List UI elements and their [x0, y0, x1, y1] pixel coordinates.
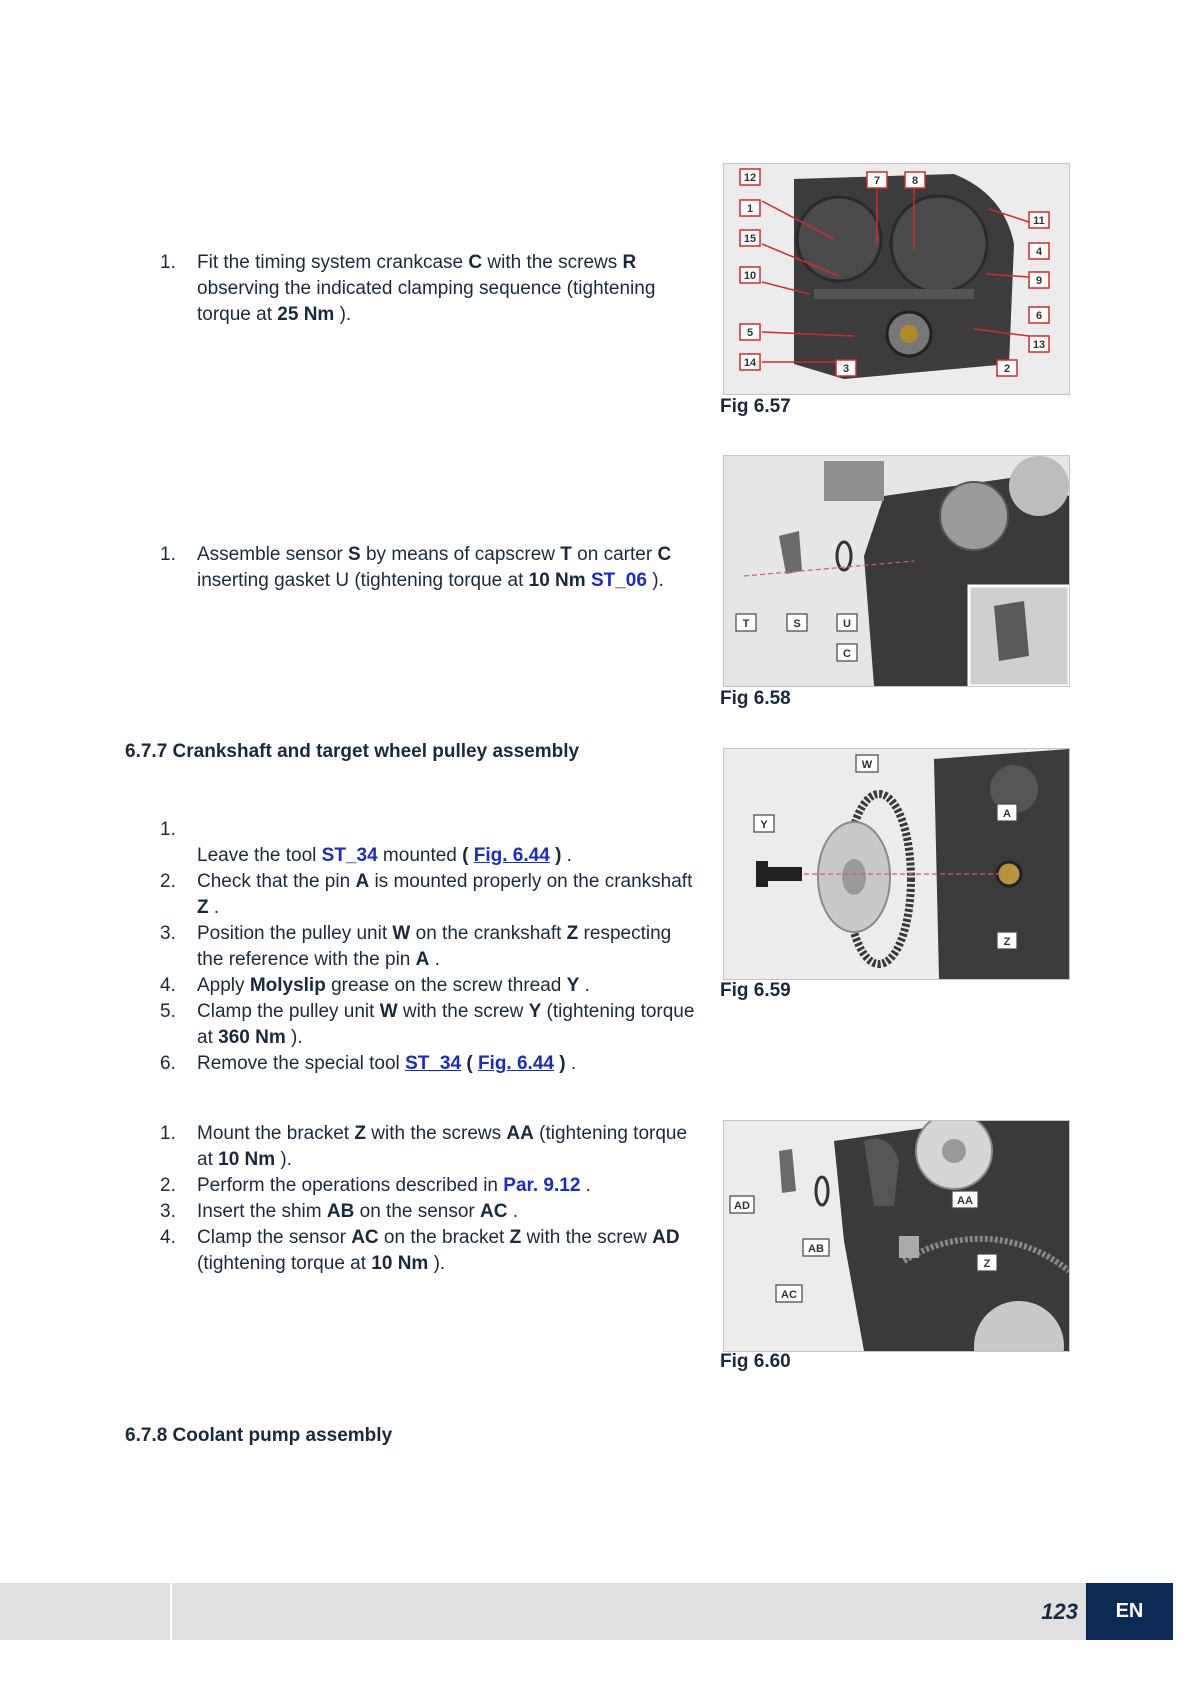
- figure-caption: Fig 6.59: [720, 980, 791, 1001]
- fig-label: [740, 169, 760, 185]
- fig-label: [740, 354, 760, 370]
- fig-label: [952, 1191, 978, 1208]
- fig-label: [736, 614, 756, 631]
- step-item: 5. Clamp the pulley unit W with the screw Y (tightening torque at 360 Nm ).: [160, 1001, 695, 1048]
- fig-label: [740, 230, 760, 246]
- svg-text:10: 10: [743, 270, 757, 282]
- st-34-link[interactable]: ST_34: [405, 1053, 462, 1074]
- svg-text:4: 4: [1035, 246, 1043, 258]
- svg-text:W: W: [861, 759, 873, 771]
- svg-text:14: 14: [743, 357, 757, 369]
- fig-label: [754, 815, 774, 832]
- section-heading: 6.7.8 Coolant pump assembly: [125, 1425, 393, 1446]
- fig-label: [867, 172, 887, 188]
- figure-6-58-image: [723, 455, 1070, 687]
- fig-6-44-link[interactable]: Fig. 6.44: [473, 845, 550, 866]
- fig-label: [997, 804, 1017, 821]
- fig-label: [740, 200, 760, 216]
- svg-text:AD: AD: [734, 1200, 750, 1212]
- figure-6-60-image: [723, 1120, 1070, 1352]
- fig-label: [730, 1196, 754, 1213]
- fig-label: [997, 360, 1017, 376]
- svg-text:C: C: [843, 648, 851, 660]
- svg-text:Z: Z: [1003, 936, 1011, 948]
- step-item: 3. Insert the shim AB on the sensor AC .: [160, 1201, 519, 1222]
- svg-text:S: S: [793, 618, 801, 630]
- fig-label: [740, 267, 760, 283]
- step-item: 4. Clamp the sensor AC on the bracket Z with the screw AD (tightening torque at 10 Nm ).: [160, 1227, 680, 1274]
- fig-label: [856, 755, 878, 772]
- svg-text:9: 9: [1035, 275, 1043, 287]
- svg-text:AC: AC: [781, 1289, 797, 1301]
- fig-label: [1029, 212, 1049, 228]
- footer-bar: [0, 1583, 1173, 1640]
- svg-text:15: 15: [743, 233, 757, 245]
- svg-text:11: 11: [1033, 215, 1045, 227]
- svg-text:8: 8: [911, 175, 919, 187]
- svg-text:3: 3: [842, 363, 850, 375]
- section2-steps: [160, 542, 700, 594]
- fig-label: [1029, 243, 1049, 259]
- section3-steps: [160, 817, 700, 1077]
- step-item: 1. Leave the tool ST_34 mounted ( Fig. 6.44 ) .: [160, 819, 572, 866]
- figure-caption: Fig 6.57: [720, 396, 791, 417]
- fig-6-44-link[interactable]: Fig. 6.44: [477, 1053, 554, 1074]
- figure-caption: Fig 6.60: [720, 1351, 791, 1372]
- fig-label: [740, 324, 760, 340]
- svg-text:6: 6: [1035, 310, 1043, 322]
- svg-text:AA: AA: [957, 1195, 973, 1207]
- step-item: 1. Mount the bracket Z with the screws AA (tightening torque at 10 Nm ).: [160, 1123, 688, 1170]
- svg-text:12: 12: [743, 172, 757, 184]
- page-number: 123: [1041, 1599, 1078, 1624]
- step-item: 3. Position the pulley unit W on the crankshaft Z respecting the reference with the pin A .: [160, 923, 672, 970]
- fig-label: [1029, 272, 1049, 288]
- fig-label: [836, 360, 856, 376]
- svg-text:AB: AB: [808, 1243, 824, 1255]
- section-heading: 6.7.7 Crankshaft and target wheel pulley assembly: [125, 741, 580, 762]
- fig-label: [1029, 307, 1049, 323]
- fig-label: [803, 1239, 829, 1256]
- fig-label: [776, 1285, 802, 1302]
- figure-6-59-image: [723, 748, 1070, 980]
- svg-text:Y: Y: [760, 819, 768, 831]
- fig-label: [905, 172, 925, 188]
- fig-label: [1029, 336, 1049, 352]
- fig-label: [997, 932, 1017, 949]
- fig-label: [977, 1254, 997, 1271]
- step-item: 6. Remove the special tool ST_34 ( Fig. 6.44 ) .: [160, 1053, 577, 1074]
- fig-label: [837, 644, 857, 661]
- svg-text:5: 5: [746, 327, 754, 339]
- section1-steps: [160, 250, 700, 328]
- svg-text:7: 7: [873, 175, 881, 187]
- svg-text:2: 2: [1003, 363, 1011, 375]
- svg-text:1: 1: [746, 203, 754, 215]
- fig-label: [787, 614, 807, 631]
- step-item: 2. Check that the pin A is mounted properly on the crankshaft Z .: [160, 871, 693, 918]
- step-item: 1. Fit the timing system crankcase C with the screws R observing the indicated clamping sequence (tightening torque at 25 Nm ).: [160, 252, 656, 325]
- fig-label: [837, 614, 857, 631]
- svg-text:U: U: [843, 618, 851, 630]
- svg-text:Z: Z: [983, 1258, 991, 1270]
- svg-text:T: T: [742, 618, 750, 630]
- footer-divider: [170, 1583, 172, 1640]
- step-item: 2. Perform the operations described in Par. 9.12 .: [160, 1175, 591, 1196]
- svg-text:13: 13: [1032, 339, 1046, 351]
- step-item: 4. Apply Molyslip grease on the screw thread Y .: [160, 975, 590, 996]
- language-badge: EN: [1086, 1583, 1173, 1640]
- figure-caption: Fig 6.58: [720, 688, 791, 709]
- section4-steps: [160, 1121, 700, 1277]
- svg-text:A: A: [1003, 808, 1011, 820]
- step-item: 1. Assemble sensor S by means of capscrew T on carter C inserting gasket U (tightening torque at 10 Nm ST_06 ).: [160, 544, 672, 591]
- figure-6-57-image: [723, 163, 1070, 395]
